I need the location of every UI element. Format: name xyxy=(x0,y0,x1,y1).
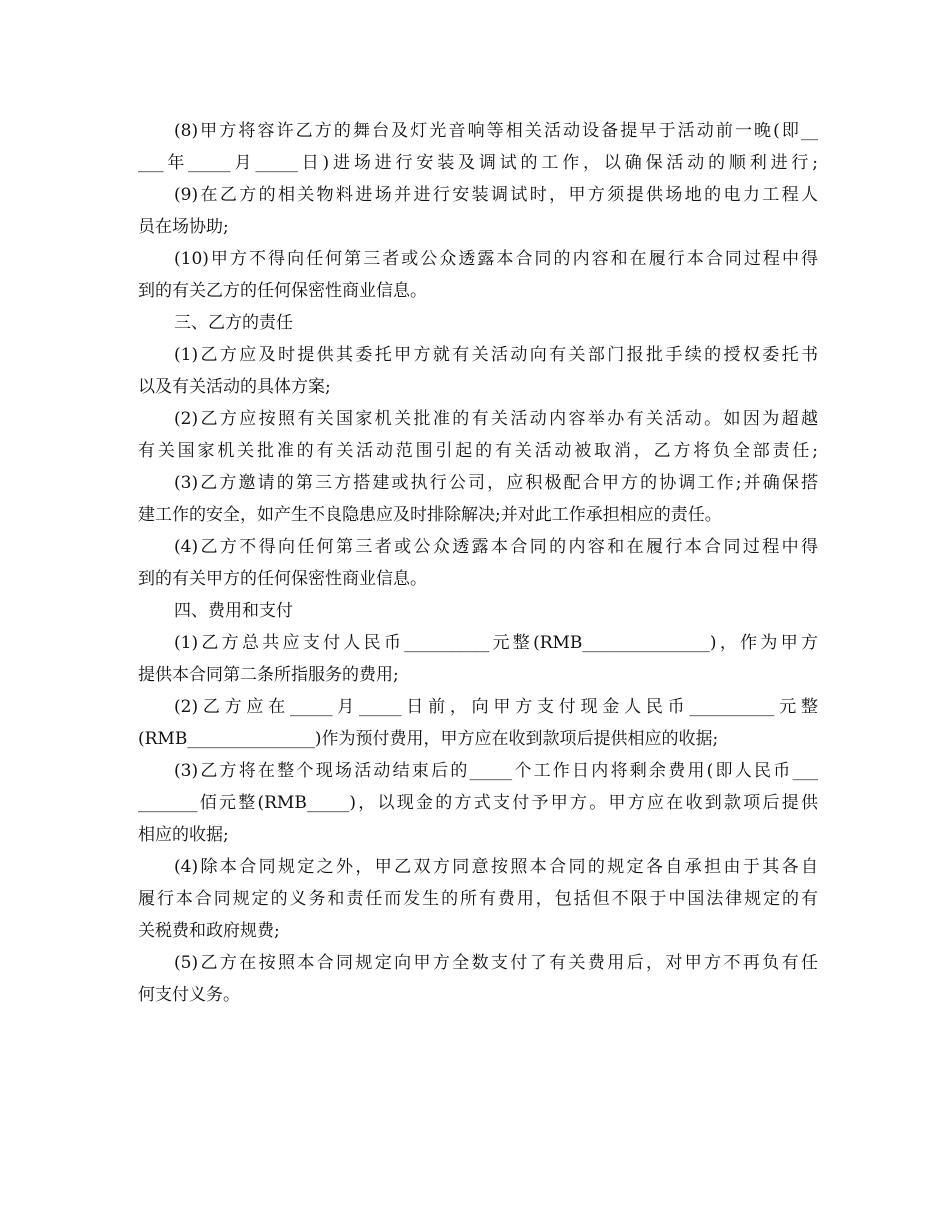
clause-c3 xyxy=(138,755,818,851)
clause-b3 xyxy=(138,467,818,531)
clause-b1 xyxy=(138,339,818,403)
clause-line: 相应的收据; xyxy=(138,825,229,845)
clause-line: (4)乙方不得向任何第三者或公众透露本合同的内容和在履行本合同过程中得 xyxy=(174,537,818,557)
clause-line: (3)乙方邀请的第三方搭建或执行公司，应积极配合甲方的协调工作;并确保搭 xyxy=(174,473,818,493)
clause-line: (10)甲方不得向任何第三者或公众透露本合同的内容和在履行本合同过程中得 xyxy=(174,249,818,269)
clause-line: 何支付义务。 xyxy=(138,985,240,1005)
clause-line: 以及有关活动的具体方案; xyxy=(138,377,331,397)
clause-line: (8)甲方将容许乙方的舞台及灯光音响等相关活动设备提早于活动前一晚(即__ xyxy=(174,121,818,141)
clause-line: _______佰元整(RMB_____)，以现金的方式支付予甲方。甲方应在收到款项后提供 xyxy=(138,793,818,813)
clause-line: 到的有关甲方的任何保密性商业信息。 xyxy=(138,569,427,589)
clause-line: (2)乙方应按照有关国家机关批准的有关活动内容举办有关活动。如因为超越 xyxy=(174,409,818,429)
clause-line: (RMB_______________)作为预付费用，甲方应在收到款项后提供相应的收据; xyxy=(138,729,719,749)
clause-line: (9)在乙方的相关物料进场并进行安装调试时，甲方须提供场地的电力工程人 xyxy=(174,185,818,205)
clause-line: (4)除本合同规定之外，甲乙双方同意按照本合同的规定各自承担由于其各自 xyxy=(174,857,818,877)
clause-line: 建工作的安全，如产生不良隐患应及时排除解决;并对此工作承担相应的责任。 xyxy=(138,505,722,525)
section-heading-3 xyxy=(138,307,818,339)
clause-line: (1)乙方应及时提供其委托甲方就有关活动向有关部门报批手续的授权委托书 xyxy=(174,345,818,365)
clause-c2 xyxy=(138,691,818,755)
clause-line: 员在场协助; xyxy=(138,217,229,237)
clause-line: 有关国家机关批准的有关活动范围引起的有关活动被取消，乙方将负全部责任; xyxy=(138,441,818,461)
section-heading-4 xyxy=(138,595,818,627)
section-heading: 三、乙方的责任 xyxy=(174,313,293,333)
clause-a10 xyxy=(138,243,818,307)
clause-line: (5)乙方在按照本合同规定向甲方全数支付了有关费用后，对甲方不再负有任 xyxy=(174,953,818,973)
clause-line: (2)乙方应在_____月_____日前，向甲方支付现金人民币__________元整 xyxy=(174,697,818,717)
clause-c5 xyxy=(138,947,818,1011)
clause-line: 履行本合同规定的义务和责任而发生的所有费用，包括但不限于中国法律规定的有 xyxy=(138,889,818,909)
clause-line: 提供本合同第二条所指服务的费用; xyxy=(138,665,399,685)
contract-body xyxy=(138,115,818,1011)
clause-a8 xyxy=(138,115,818,179)
clause-c4 xyxy=(138,851,818,947)
clause-line: 关税费和政府规费; xyxy=(138,921,280,941)
clause-b2 xyxy=(138,403,818,467)
clause-b4 xyxy=(138,531,818,595)
clause-c1 xyxy=(138,627,818,691)
clause-line: 到的有关乙方的任何保密性商业信息。 xyxy=(138,281,427,301)
section-heading: 四、费用和支付 xyxy=(174,601,293,621)
clause-line: ___年_____月_____日)进场进行安装及调试的工作，以确保活动的顺利进行; xyxy=(138,153,818,173)
clause-line: (3)乙方将在整个现场活动结束后的_____个工作日内将剩余费用(即人民币___ xyxy=(174,761,818,781)
clause-line: (1)乙方总共应支付人民币__________元整(RMB_______________)，作为甲方 xyxy=(174,633,818,653)
clause-a9 xyxy=(138,179,818,243)
